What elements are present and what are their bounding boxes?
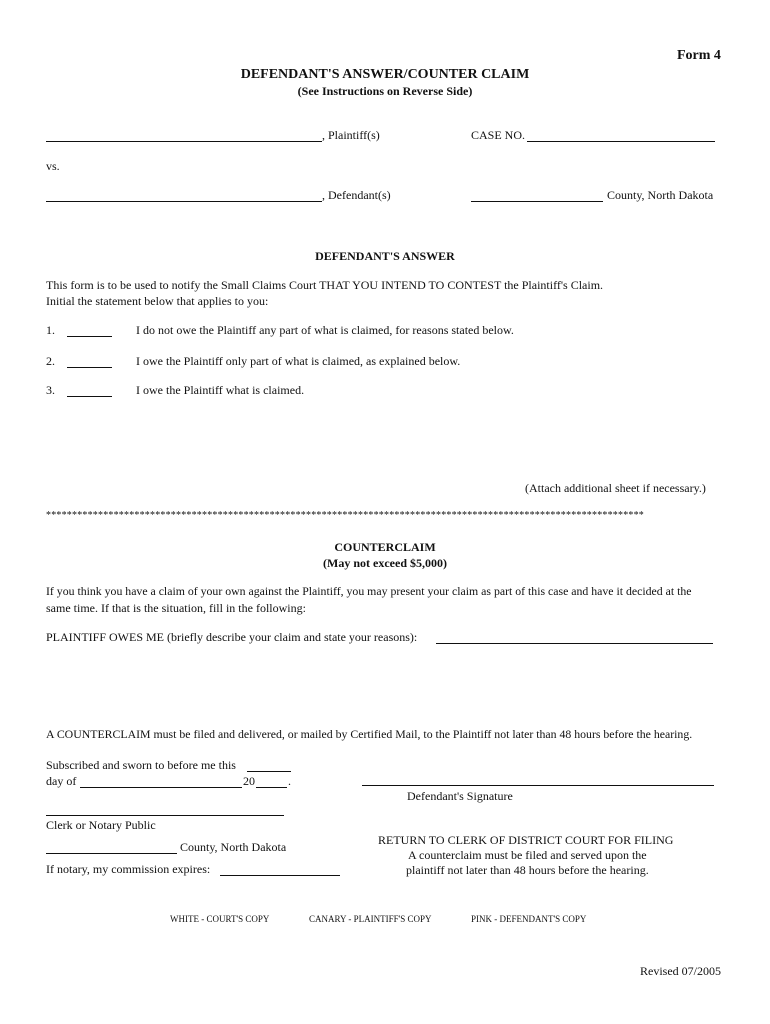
sworn-text: Subscribed and sworn to before me this bbox=[46, 758, 236, 772]
copy-white-label: WHITE - COURT'S COPY bbox=[170, 914, 270, 924]
option-number: 3. bbox=[46, 383, 55, 397]
notary-county-field[interactable] bbox=[46, 853, 177, 854]
answer-intro-line1: This form is to be used to notify the Small Claims Court THAT YOU INTEND TO CONTEST the Plaintiff's Claim. bbox=[46, 278, 604, 292]
page-subtitle: (See Instructions on Reverse Side) bbox=[297, 84, 473, 98]
counterclaim-intro-line1: If you think you have a claim of your own against the Plaintiff, you may present your claim as part of this case and have it decided at the bbox=[46, 584, 692, 598]
defendant-signature-label: Defendant's Signature bbox=[407, 789, 513, 803]
year-prefix: 20 bbox=[243, 774, 255, 788]
return-heading: RETURN TO CLERK OF DISTRICT COURT FOR FILING bbox=[378, 833, 674, 847]
sworn-month-field[interactable] bbox=[80, 787, 242, 788]
case-no-field[interactable] bbox=[527, 141, 715, 142]
plaintiff-owes-label: PLAINTIFF OWES ME (briefly describe your claim and state your reasons): bbox=[46, 630, 418, 644]
option-1-initial-field[interactable] bbox=[67, 336, 112, 337]
counterclaim-heading: COUNTERCLAIM bbox=[334, 540, 436, 554]
answer-heading: DEFENDANT'S ANSWER bbox=[315, 249, 455, 263]
county-field[interactable] bbox=[471, 201, 603, 202]
copy-canary-label: CANARY - PLAINTIFF'S COPY bbox=[309, 914, 432, 924]
option-text: I owe the Plaintiff only part of what is claimed, as explained below. bbox=[136, 354, 461, 368]
day-of-label: day of bbox=[46, 774, 77, 788]
copy-pink-label: PINK - DEFENDANT'S COPY bbox=[471, 914, 587, 924]
sworn-year-field[interactable] bbox=[256, 787, 287, 788]
notary-county-label: County, North Dakota bbox=[180, 840, 287, 854]
counterclaim-intro-line2: same time. If that is the situation, fill in the following: bbox=[46, 601, 306, 615]
clerk-signature-field[interactable] bbox=[46, 815, 284, 816]
plaintiff-label: , Plaintiff(s) bbox=[322, 128, 380, 142]
plaintiff-name-field[interactable] bbox=[46, 141, 322, 142]
revised-date: Revised 07/2005 bbox=[640, 964, 721, 978]
counterclaim-filing-note: A COUNTERCLAIM must be filed and delivered, or mailed by Certified Mail, to the Plaintiff not later than 48 hours before the hearing. bbox=[46, 727, 693, 741]
notary-expires-field[interactable] bbox=[220, 875, 340, 876]
option-number: 1. bbox=[46, 323, 55, 337]
case-no-label: CASE NO. bbox=[471, 128, 526, 142]
option-3-initial-field[interactable] bbox=[67, 396, 112, 397]
sworn-day-field[interactable] bbox=[247, 771, 291, 772]
option-2-initial-field[interactable] bbox=[67, 367, 112, 368]
counterclaim-subheading: (May not exceed $5,000) bbox=[323, 556, 447, 570]
plaintiff-owes-field[interactable] bbox=[436, 643, 713, 644]
answer-intro-line2: Initial the statement below that applies to you: bbox=[46, 294, 269, 308]
option-number: 2. bbox=[46, 354, 55, 368]
section-separator: ******************************************************************************************************************* bbox=[46, 511, 644, 521]
defendant-signature-field[interactable] bbox=[362, 785, 714, 786]
option-text: I do not owe the Plaintiff any part of what is claimed, for reasons stated below. bbox=[136, 323, 514, 337]
return-line1: A counterclaim must be filed and served upon the bbox=[408, 848, 647, 862]
form-number: Form 4 bbox=[677, 48, 721, 63]
sworn-period: . bbox=[288, 774, 291, 788]
attach-note: (Attach additional sheet if necessary.) bbox=[525, 481, 706, 495]
option-text: I owe the Plaintiff what is claimed. bbox=[136, 383, 305, 397]
vs-label: vs. bbox=[46, 159, 60, 173]
defendant-label: , Defendant(s) bbox=[322, 188, 391, 202]
clerk-label: Clerk or Notary Public bbox=[46, 818, 156, 832]
return-line2: plaintiff not later than 48 hours before the hearing. bbox=[406, 863, 649, 877]
defendant-name-field[interactable] bbox=[46, 201, 322, 202]
county-label: County, North Dakota bbox=[607, 188, 714, 202]
notary-expires-label: If notary, my commission expires: bbox=[46, 862, 211, 876]
page-title: DEFENDANT'S ANSWER/COUNTER CLAIM bbox=[240, 67, 530, 82]
